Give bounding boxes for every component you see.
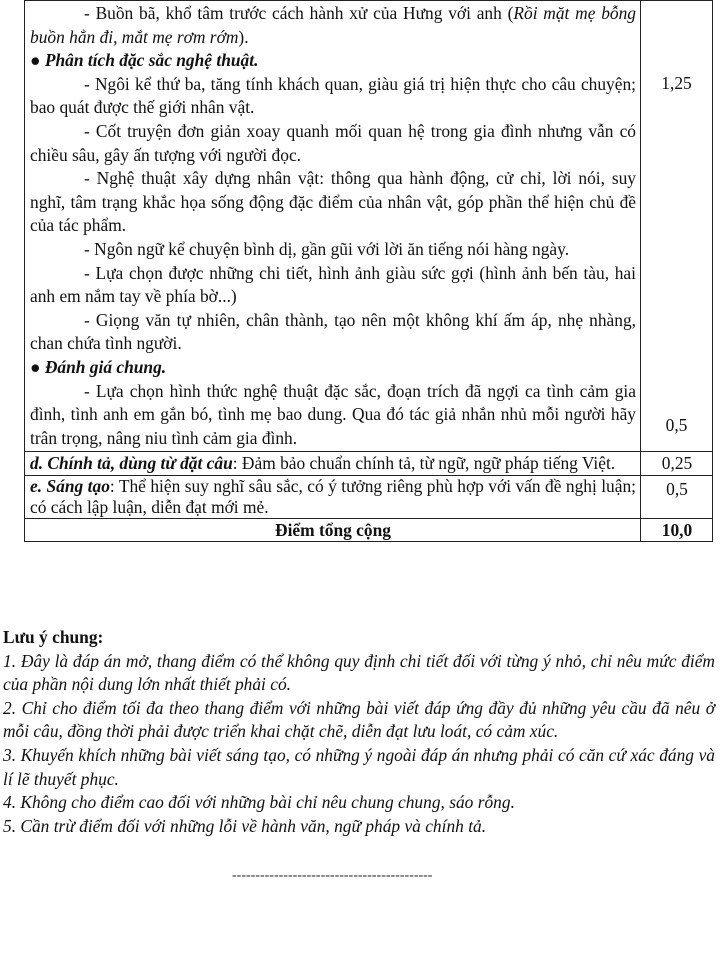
end-rule: ------------------------------------------- xyxy=(232,868,433,883)
creativity-label: e. Sáng tạo xyxy=(30,475,110,496)
art-point-6: - Giọng văn tự nhiên, chân thành, tạo nên một không khí ấm áp, nhẹ nhàng, chan chứa tình người. xyxy=(30,309,636,354)
art-point-3: - Nghệ thuật xây dựng nhân vật: thông qua hành động, cử chỉ, lời nói, suy nghĩ, tâm trạng khắc họa sống động đặc điểm của nhân vật, góp phần thể hiện chủ đề của tác phẩm. xyxy=(30,168,636,236)
emotion-quote: Rồi mặt mẹ bỗng buồn hẳn đi, mắt mẹ rơm rớm xyxy=(30,3,636,47)
art-heading xyxy=(30,49,636,73)
eval-heading xyxy=(30,356,636,380)
eval-point-1: - Lựa chọn hình thức nghệ thuật đặc sắc, đoạn trích đã ngợi ca tình cảm gia đình, tình anh em gắn bó, tình mẹ bao dung. Qua đó tác giả nhắn nhủ mỗi người hãy trân trọng, nâng niu tình cảm gia đình. xyxy=(30,380,636,448)
note-item: 1. Đây là đáp án mở, thang điểm có thể không quy định chi tiết đối với từng ý nhỏ, chỉ nêu mức điểm của phần nội dung lớn nhất thiết phải có. xyxy=(3,650,715,695)
content-cell xyxy=(25,1,641,452)
table-row-creativity xyxy=(25,475,713,518)
spelling-text xyxy=(30,452,636,475)
spelling-label: d. Chính tả, dùng từ đặt câu xyxy=(30,453,233,474)
note-item: 4. Không cho điểm cao đối với những bài chỉ nêu chung chung, sáo rỗng. xyxy=(3,792,515,813)
creativity-score: 0,5 xyxy=(641,475,713,518)
notes-title: Lưu ý chung: xyxy=(3,627,104,647)
creativity-text xyxy=(30,476,636,518)
creativity-desc: : Thể hiện suy nghĩ sâu sắc, có ý tưởng riêng phù hợp với vấn đề nghị luận; có cách lập luận, diễn đạt mới mẻ. xyxy=(30,475,636,517)
creativity-cell xyxy=(25,475,641,518)
table-row-art-analysis xyxy=(25,1,713,452)
art-heading-text: Phân tích đặc sắc nghệ thuật. xyxy=(44,50,259,71)
note-item: 5. Cần trừ điểm đối với những lỗi về hành văn, ngữ pháp và chính tả. xyxy=(3,815,487,836)
emotion-point xyxy=(30,2,636,49)
bullet-icon: ● xyxy=(30,50,45,71)
spelling-desc: : Đảm bảo chuẩn chính tả, từ ngữ, ngữ pháp tiếng Việt. xyxy=(232,453,616,474)
table-row-spelling xyxy=(25,452,713,476)
spelling-cell xyxy=(25,452,641,476)
spelling-score: 0,25 xyxy=(641,452,713,476)
total-score: 10,0 xyxy=(641,518,713,541)
general-notes xyxy=(3,626,715,838)
art-point-2: - Cốt truyện đơn giản xoay quanh mối quan hệ trong gia đình nhưng vẫn có chiều sâu, gây ấn tượng với người đọc. xyxy=(30,120,636,165)
art-point-4: - Ngôn ngữ kể chuyện bình dị, gần gũi với lời ăn tiếng nói hàng ngày. xyxy=(84,238,570,259)
art-point-1: - Ngôi kể thứ ba, tăng tính khách quan, giàu giá trị hiện thực cho câu chuyện; bao quát được thế giới nhân vật. xyxy=(30,73,636,118)
art-point-5: - Lựa chọn được những chi tiết, hình ảnh giàu sức gợi (hình ảnh bến tàu, hai anh em nắm tay về phía bờ...) xyxy=(30,262,636,307)
total-label: Điểm tổng cộng xyxy=(25,518,641,541)
emotion-text: - Buồn bã, khổ tâm trước cách hành xử của Hưng với anh ( xyxy=(84,3,514,23)
score-eval: 0,5 xyxy=(665,415,688,435)
note-item: 3. Khuyến khích những bài viết sáng tạo, có những ý ngoài đáp án nhưng phải có căn cứ xác đáng và lí lẽ thuyết phục. xyxy=(3,744,715,789)
score-art: 1,25 xyxy=(661,73,692,93)
score-cell xyxy=(641,1,713,452)
table-row-total xyxy=(25,518,713,541)
grading-table xyxy=(24,0,713,542)
bullet-icon: ● xyxy=(30,356,45,377)
emotion-end: ). xyxy=(238,26,249,47)
eval-heading-text: Đánh giá chung. xyxy=(44,356,167,377)
note-item: 2. Chỉ cho điểm tối đa theo thang điểm với những bài viết đáp ứng đầy đủ những yêu cầu đã nêu ở mỗi câu, đồng thời phải được triển khai chặt chẽ, diễn đạt lưu loát, có cảm xúc. xyxy=(3,697,715,742)
